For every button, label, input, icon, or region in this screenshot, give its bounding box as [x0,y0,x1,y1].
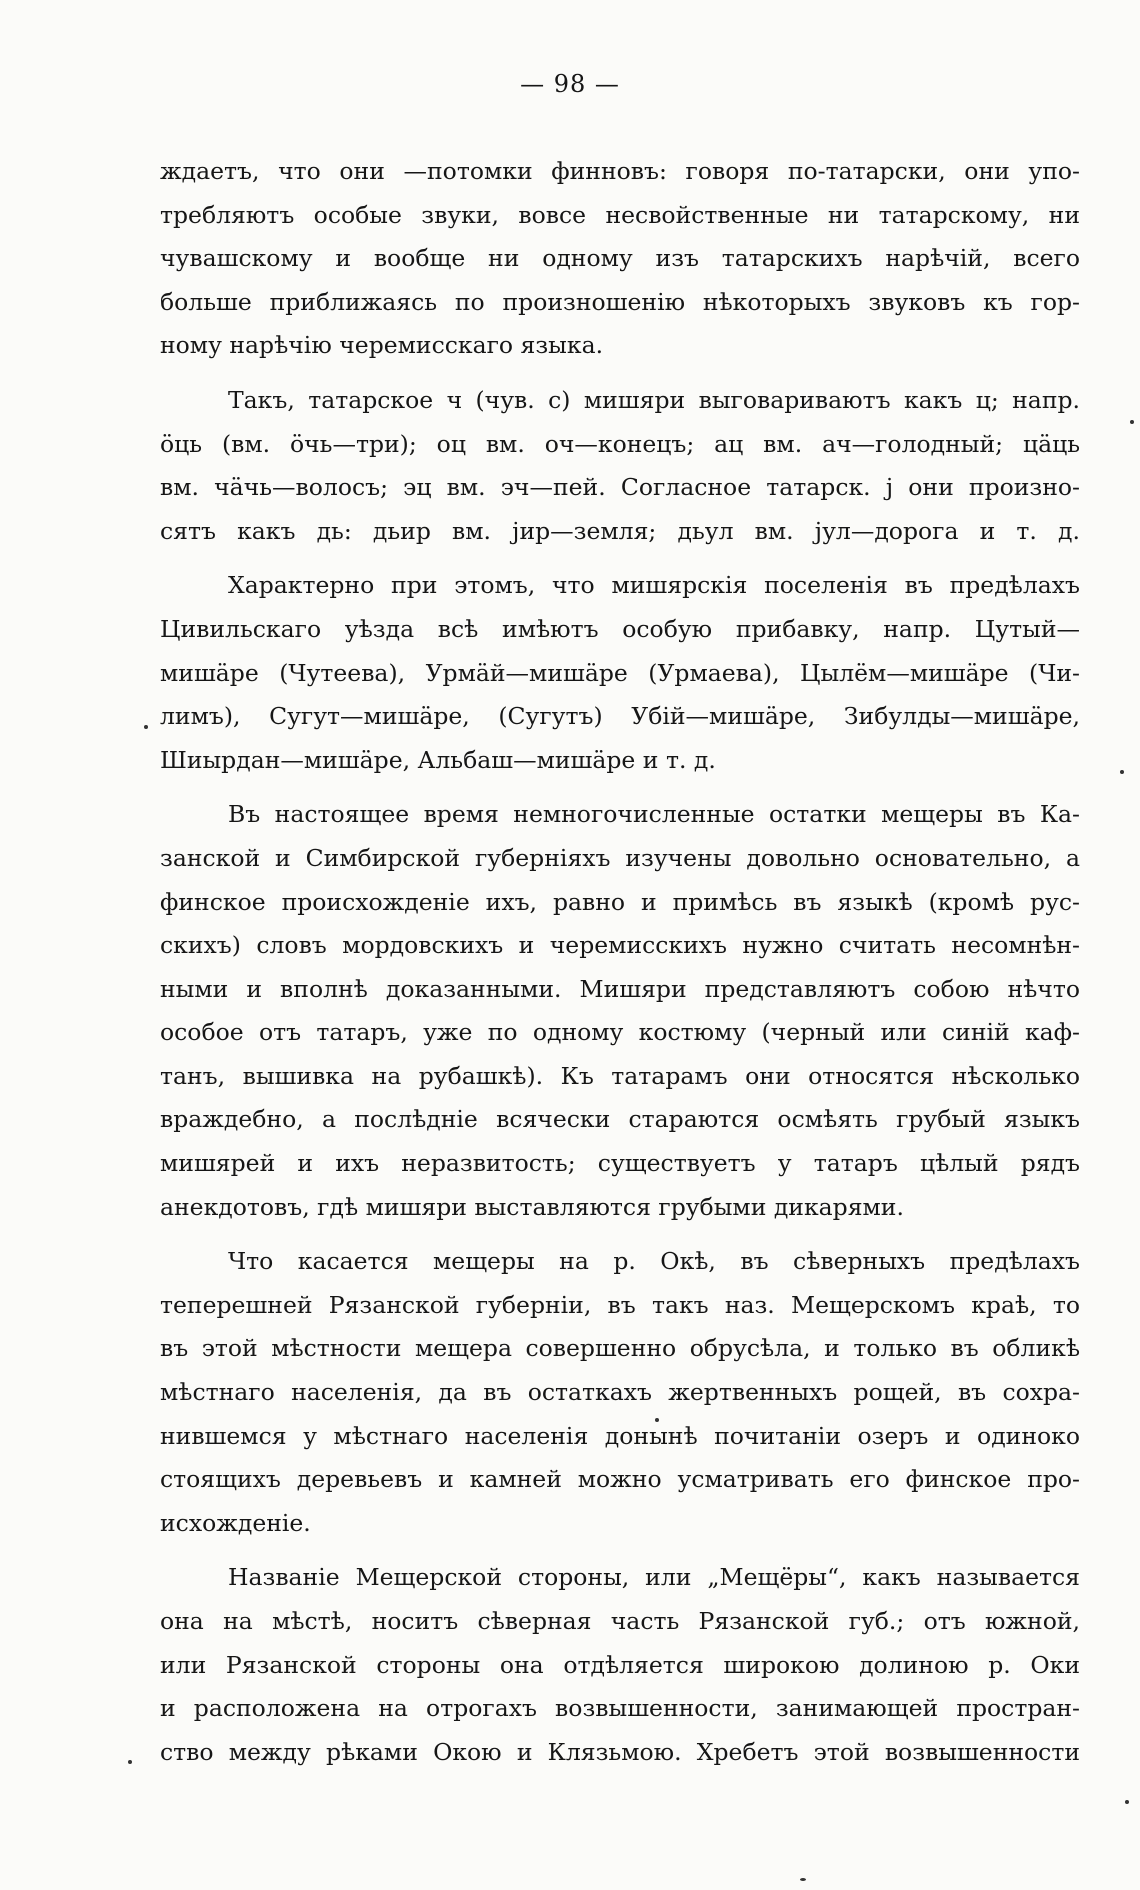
text-line: финское происхожденіе ихъ, равно и примѣсь въ языкѣ (кромѣ рус- [160,887,1080,916]
scan-speck [1120,770,1124,774]
text-line: въ этой мѣстности мещера совершенно обрусѣла, и только въ обликѣ [160,1334,1080,1363]
page-text [160,150,1080,1774]
text-line: Въ настоящее время немногочисленные остатки мещеры въ Ка- [228,800,1080,829]
text-line: стоящихъ деревьевъ и камней можно усматривать его финское про- [160,1465,1080,1494]
paragraph [160,1240,1080,1545]
scan-speck [128,1760,132,1764]
text-line: мишäре (Чутеева), Урмäй—мишäре (Урмаева), Цылём—мишäре (Чи- [160,658,1080,687]
text-line: Такъ, татарское ч (чув. с) мишяри выговариваютъ какъ ц; напр. [228,385,1080,414]
text-line: и расположена на отрогахъ возвышенности, занимающей простран- [160,1694,1080,1723]
text-line: или Рязанской стороны она отдѣляется широкою долиною р. Оки [160,1650,1080,1679]
paragraph [160,150,1080,368]
paragraph [160,793,1080,1229]
text-line: анекдотовъ, гдѣ мишяри выставляются грубыми дикарями. [160,1192,904,1221]
text-line: Шиырдан—мишäре, Альбаш—мишäре и т. д. [160,745,716,774]
paragraph [160,564,1080,782]
scan-speck [1125,1800,1129,1804]
text-line: лимъ), Сугут—мишäре, (Сугутъ) Убiй—мишäре, Зибулды—мишäре, [160,702,1080,731]
text-line: особое отъ татаръ, уже по одному костюму (черный или синій каф- [160,1018,1080,1047]
scan-speck [144,725,148,729]
scan-speck [800,1878,806,1881]
text-line: чувашскому и вообще ни одному изъ татарскихъ нарѣчій, всего [160,244,1080,273]
text-line: Характерно при этомъ, что мишярскія поселенія въ предѣлахъ [228,571,1080,600]
text-line: она на мѣстѣ, носитъ сѣверная часть Рязанской губ.; отъ южной, [160,1607,1080,1635]
text-line: ство между рѣками Окою и Клязьмою. Хребетъ этой возвышенности [160,1737,1080,1766]
text-line: теперешней Рязанской губерніи, въ такъ наз. Мещерскомъ краѣ, то [160,1290,1080,1319]
text-line: исхожденіе. [160,1508,311,1537]
text-line: Что касается мещеры на р. Окѣ, въ сѣверныхъ предѣлахъ [228,1247,1080,1276]
text-line: мѣстнаго населенія, да въ остаткахъ жертвенныхъ рощей, въ сохра- [160,1378,1080,1407]
page-number: — 98 — [520,70,620,98]
text-line: сятъ какъ дь: дьир вм. jир—земля; дьул вм. jул—дорога и т. д. [160,516,1080,545]
text-line: враждебно, а послѣдніе всячески стараются осмѣять грубый языкъ [160,1105,1080,1134]
text-line: требляютъ особые звуки, вовсе несвойственные ни татарскому, ни [160,200,1080,229]
text-line: больше приближаясь по произношенію нѣкоторыхъ звуковъ къ гор- [160,287,1080,316]
text-line: вм. чäчь—волосъ; эц вм. эч—пей. Согласное татарск. j они произно- [160,473,1080,502]
text-line: нившемся у мѣстнаго населенія донынѣ почитаніи озеръ и одиноко [160,1421,1080,1450]
text-line: ному нарѣчію черемисскаго языка. [160,331,604,360]
text-line: танъ, вышивка на рубашкѣ). Къ татарамъ они относятся нѣсколько [160,1061,1080,1090]
text-line: ждаетъ, что они —потомки финновъ: говоря по-татарски, они упо- [160,157,1080,185]
text-line: мишярей и ихъ неразвитость; существуетъ у татаръ цѣлый рядъ [160,1149,1080,1178]
text-line: занской и Симбирской губерніяхъ изучены довольно основательно, а [160,843,1080,872]
text-line: öць (вм. öчь—три); оц вм. оч—конецъ; ац вм. ач—голодный; цäць [160,429,1080,458]
scan-speck [1130,420,1134,424]
text-line: Цивильскаго уѣзда всѣ имѣютъ особую прибавку, напр. Цутый— [160,614,1080,643]
text-line: скихъ) словъ мордовскихъ и черемисскихъ нужно считать несомнѣн- [160,931,1080,960]
text-line: ными и вполнѣ доказанными. Мишяри представляютъ собою нѣчто [160,974,1080,1003]
scan-speck [655,1418,659,1422]
paragraph [160,379,1080,553]
paragraph [160,1556,1080,1774]
text-line: Названіе Мещерской стороны, или „Мещёры“, какъ называется [228,1563,1080,1592]
